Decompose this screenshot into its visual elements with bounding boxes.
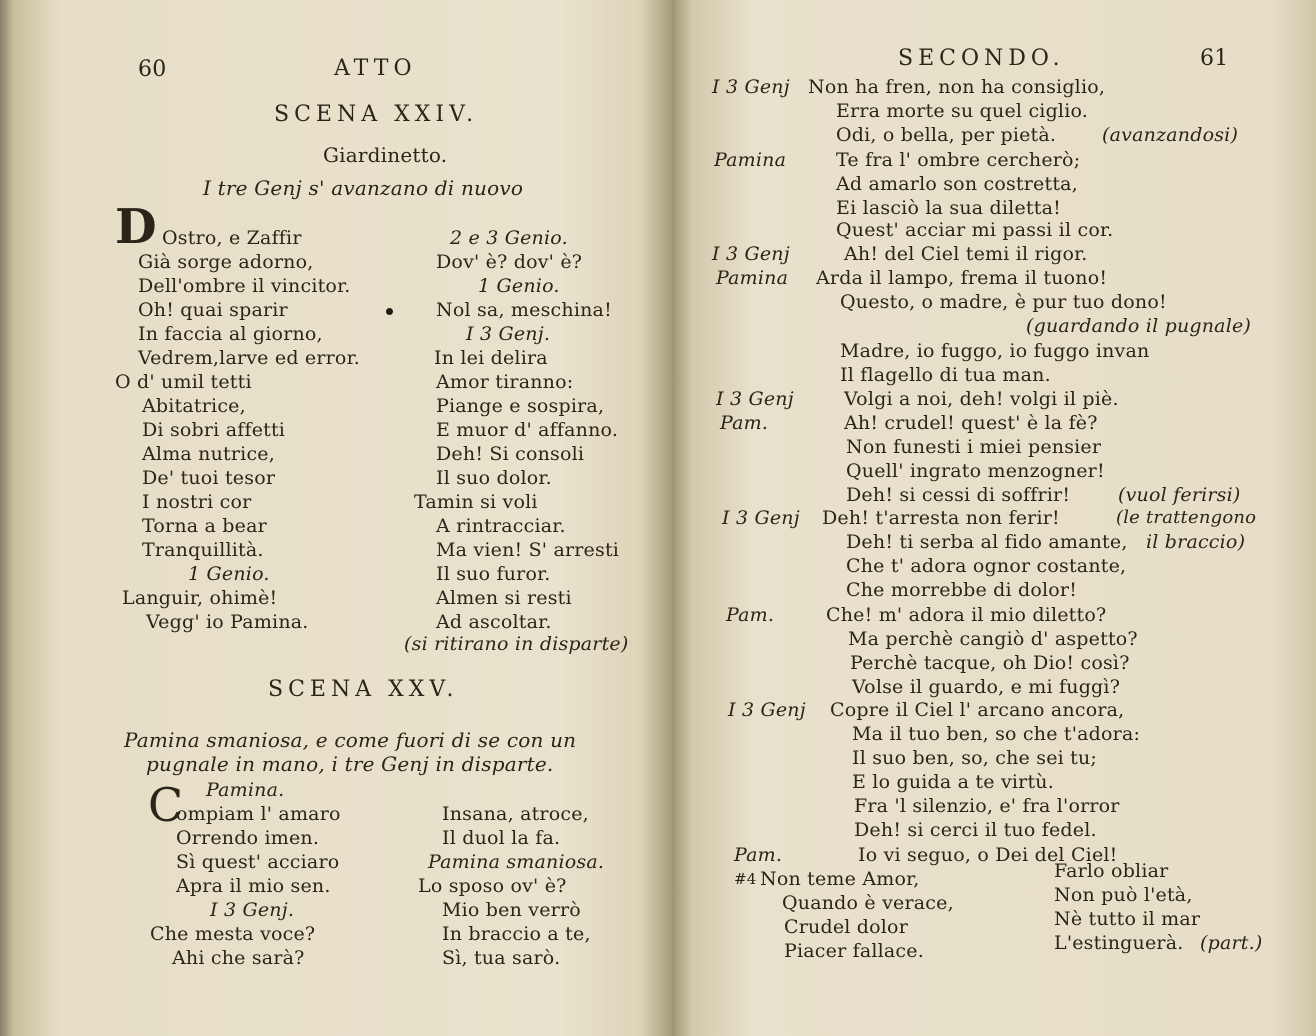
verse-line: Che mesta voce? (150, 923, 316, 945)
right-page (672, 0, 1316, 1036)
verse-line: In braccio a te, (442, 923, 591, 945)
verse-line: Quest' acciar mi passi il cor. (836, 219, 1114, 241)
page-note: #4 (734, 870, 757, 888)
verse-line: Ah! del Ciel temi il rigor. (844, 243, 1088, 265)
verse-line: Quando è verace, (782, 892, 954, 914)
verse-line: Perchè tacque, oh Dio! così? (850, 652, 1130, 674)
verse-line: Ma perchè cangiò d' aspetto? (848, 628, 1138, 650)
verse-line: Deh! ti serba al fido amante, (846, 531, 1128, 553)
verse-line: Mio ben verrò (442, 899, 581, 921)
verse-line: Alma nutrice, (142, 443, 275, 465)
speaker: Pamina smaniosa. (428, 851, 605, 873)
verse-line: Ah! crudel! quest' è la fè? (844, 412, 1098, 434)
verse-line: Ma il tuo ben, so che t'adora: (852, 723, 1141, 745)
verse-line: Nè tutto il mar (1054, 908, 1201, 930)
verse-line: Già sorge adorno, (138, 251, 314, 273)
speaker: I 3 Genj (712, 243, 790, 265)
verse-line: Odi, o bella, per pietà. (836, 124, 1057, 146)
verse-line: Amor tiranno: (436, 371, 574, 393)
verse-line: Deh! t'arresta non ferir! (822, 507, 1060, 529)
verse-line: Non ha fren, non ha consiglio, (808, 76, 1106, 98)
ink-spot (386, 308, 393, 315)
verse-line: Ad amarlo son costretta, (836, 173, 1078, 195)
stage-direction: (guardando il pugnale) (1026, 315, 1252, 337)
verse-line: De' tuoi tesor (142, 467, 276, 489)
verse-line: Almen si resti (436, 587, 572, 609)
verse-line: Languir, ohimè! (122, 587, 278, 609)
verse-line: Piacer fallace. (784, 940, 924, 962)
verse-line: Vedrem,larve ed error. (138, 347, 361, 369)
verse-line: Volgi a noi, deh! volgi il piè. (844, 388, 1119, 410)
verse-line: Tranquillità. (142, 539, 264, 561)
speaker: 1 Genio. (478, 275, 560, 297)
verse-line: Ei lasciò la sua diletta! (836, 197, 1061, 219)
stage-direction: (le trattengono (1116, 507, 1257, 528)
verse-line: Deh! si cessi di soffrir! (846, 484, 1071, 506)
verse-line: Arda il lampo, frema il tuono! (816, 267, 1108, 289)
stage-direction: (si ritirano in disparte) (404, 633, 629, 655)
verse-line: A rintracciar. (436, 515, 566, 537)
verse-line: ompiam l' amaro (176, 803, 341, 825)
drop-cap: D (115, 199, 157, 255)
page-number: 60 (138, 57, 167, 82)
verse-line: Te fra l' ombre cercherò; (836, 149, 1081, 171)
verse-line: E lo guida a te virtù. (852, 771, 1054, 793)
verse-line: Abitatrice, (142, 395, 246, 417)
speaker: Pamina (716, 267, 789, 289)
running-head: ATTO (334, 56, 417, 81)
verse-line: Che morrebbe di dolor! (846, 579, 1078, 601)
verse-line: O d' umil tetti (115, 371, 252, 393)
verse-line: Farlo obliar (1054, 860, 1169, 882)
speaker: I 3 Genj. (210, 899, 295, 921)
verse-line: Non funesti i miei pensier (846, 436, 1102, 458)
verse-line: Tamin si voli (414, 491, 538, 513)
speaker: I 3 Genj. (466, 323, 551, 345)
verse-line: Lo sposo ov' è? (418, 875, 567, 897)
verse-line: Dov' è? dov' è? (436, 251, 583, 273)
verse-line: Madre, io fuggo, io fuggo invan (840, 340, 1150, 362)
verse-line: Crudel dolor (784, 916, 908, 938)
verse-line: Il suo furor. (436, 563, 551, 585)
verse-line: Il flagello di tua man. (840, 364, 1051, 386)
verse-line: Deh! Si consoli (436, 443, 585, 465)
stage-direction: (part.) (1200, 932, 1263, 954)
verse-line: Dell'ombre il vincitor. (138, 275, 351, 297)
speaker: Pamina (714, 149, 787, 171)
stage-direction: pugnale in mano, i tre Genj in disparte. (146, 752, 554, 776)
verse-line: Erra morte su quel ciglio. (836, 100, 1089, 122)
speaker: 2 e 3 Genio. (450, 227, 568, 249)
verse-line: Non può l'età, (1054, 884, 1193, 906)
verse-line: Oh! quai sparir (138, 299, 288, 321)
verse-line: Apra il mio sen. (176, 875, 331, 897)
verse-line: Fra 'l silenzio, e' fra l'orror (854, 795, 1120, 817)
verse-line: Sì, tua sarò. (442, 947, 561, 969)
verse-line: Torna a bear (142, 515, 267, 537)
speaker: I 3 Genj (716, 388, 794, 410)
drop-cap: C (148, 778, 184, 832)
verse-line: Volse il guardo, e mi fuggì? (852, 676, 1121, 698)
speaker: Pamina. (206, 779, 285, 801)
speaker: Pam. (720, 412, 769, 434)
stage-direction: (vuol ferirsi) (1118, 484, 1241, 506)
verse-line: Piange e sospira, (436, 395, 605, 417)
verse-line: Il duol la fa. (442, 827, 561, 849)
scene-title: SCENA XXIV. (274, 102, 479, 127)
speaker: 1 Genio. (188, 563, 270, 585)
verse-line: Sì quest' acciaro (176, 851, 340, 873)
verse-line: Insana, atroce, (442, 803, 589, 825)
verse-line: Io vi seguo, o Dei del Ciel! (858, 844, 1118, 866)
speaker: I 3 Genj (722, 507, 800, 529)
speaker: I 3 Genj (712, 76, 790, 98)
scene-title: SCENA XXV. (268, 677, 459, 702)
stage-direction: I tre Genj s' avanzano di nuovo (203, 176, 524, 200)
speaker: Pam. (726, 604, 775, 626)
running-head: SECONDO. (898, 46, 1065, 71)
verse-line: Ostro, e Zaffir (162, 227, 302, 249)
verse-line: Deh! si cerci il tuo fedel. (854, 819, 1097, 841)
verse-line: Ma vien! S' arresti (436, 539, 620, 561)
page-number: 61 (1200, 46, 1229, 71)
verse-line: I nostri cor (142, 491, 252, 513)
stage-direction: il braccio) (1146, 531, 1246, 553)
speaker: Pam. (734, 844, 783, 866)
verse-line: Il suo ben, so, che sei tu; (852, 747, 1098, 769)
verse-line: Orrendo imen. (176, 827, 320, 849)
stage-direction: Pamina smaniosa, e come fuori di se con un (124, 728, 577, 752)
verse-line: In faccia al giorno, (138, 323, 323, 345)
verse-line: In lei delira (434, 347, 548, 369)
stage-direction: (avanzandosi) (1102, 124, 1239, 146)
verse-line: Che! m' adora il mio diletto? (826, 604, 1107, 626)
verse-line: Che t' adora ognor costante, (846, 555, 1127, 577)
verse-line: Questo, o madre, è pur tuo dono! (840, 291, 1167, 313)
verse-line: Nol sa, meschina! (436, 299, 612, 321)
verse-line: Quell' ingrato menzogner! (846, 460, 1105, 482)
verse-line: Non teme Amor, (760, 868, 920, 890)
verse-line: E muor d' affanno. (436, 419, 619, 441)
verse-line: L'estinguerà. (1054, 932, 1184, 954)
scene-setting: Giardinetto. (323, 143, 448, 167)
verse-line: Di sobri affetti (142, 419, 286, 441)
verse-line: Ad ascoltar. (436, 611, 552, 633)
verse-line: Copre il Ciel l' arcano ancora, (830, 699, 1125, 721)
speaker: I 3 Genj (728, 699, 806, 721)
verse-line: Il suo dolor. (436, 467, 552, 489)
verse-line: Vegg' io Pamina. (146, 611, 309, 633)
verse-line: Ahi che sarà? (172, 947, 305, 969)
